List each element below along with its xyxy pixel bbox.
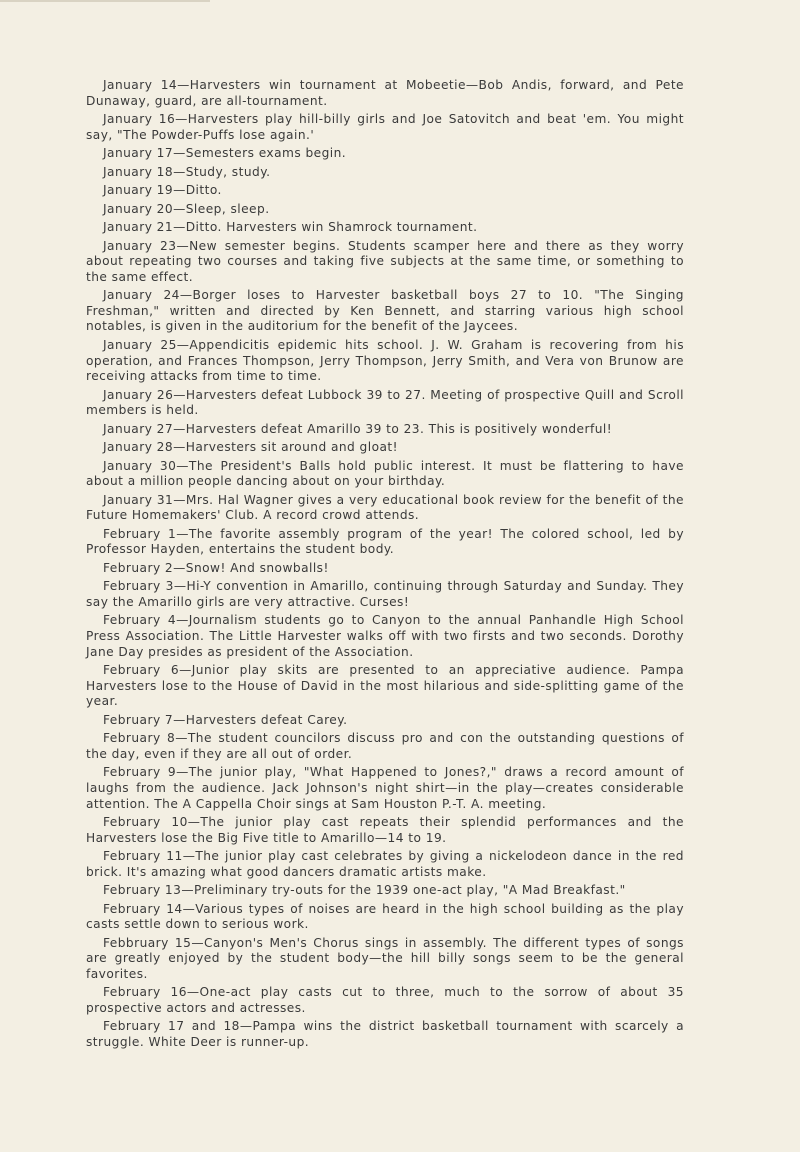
calendar-entry: Febbruary 15—Canyon's Men's Chorus sings in assembly. The different types of songs are greatly enjoyed by the student body—the hill billy songs seem to be the general favorites. <box>86 935 684 981</box>
calendar-entry: February 7—Harvesters defeat Carey. <box>103 712 348 727</box>
calendar-entry: January 24—Borger loses to Harvester basketball boys 27 to 10. "The Singing Freshman," written and directed by Ken Bennett, and starring various high school notables, is given in the auditorium for the benefit of the Jaycees. <box>86 288 684 334</box>
calendar-entry: February 13—Preliminary try-outs for the 1939 one-act play, "A Mad Breakfast." <box>103 883 626 898</box>
calendar-entry: January 27—Harvesters defeat Amarillo 39 to 23. This is positively wonderful! <box>103 421 613 436</box>
calendar-entry: January 18—Study, study. <box>103 164 271 179</box>
calendar-entry: February 2—Snow! And snowballs! <box>103 560 329 575</box>
calendar-entry: January 28—Harvesters sit around and gloat! <box>103 440 398 455</box>
calendar-entry: January 16—Harvesters play hill-billy girls and Joe Satovitch and beat 'em. You might say, "The Powder-Puffs lose again.' <box>86 112 684 142</box>
calendar-text <box>86 78 684 1054</box>
calendar-entry: February 10—The junior play cast repeats their splendid performances and the Harvesters lose the Big Five title to Amarillo—14 to 19. <box>86 815 684 845</box>
calendar-entry: February 6—Junior play skits are presented to an appreciative audience. Pampa Harvesters lose to the House of David in the most hilarious and side-splitting game of the year. <box>86 663 684 709</box>
calendar-entry: January 31—Mrs. Hal Wagner gives a very educational book review for the benefit of the Future Homemakers' Club. A record crowd attends. <box>86 492 684 523</box>
calendar-entry: January 19—Ditto. <box>103 183 222 198</box>
calendar-entry: February 1—The favorite assembly program of the year! The colored school, led by Professor Hayden, entertains the student body. <box>86 526 684 557</box>
calendar-entry: February 14—Various types of noises are heard in the high school building as the play casts settle down to serious work. <box>86 901 684 932</box>
calendar-entry: January 17—Semesters exams begin. <box>103 146 347 161</box>
calendar-entry: February 8—The student councilors discuss pro and con the outstanding questions of the day, even if they are all out of order. <box>86 731 684 761</box>
calendar-entry: February 16—One-act play casts cut to three, much to the sorrow of about 35 prospective actors and actresses. <box>86 985 684 1015</box>
calendar-entry: January 30—The President's Balls hold public interest. It must be flattering to have about a million people dancing about on your birthday. <box>86 458 684 489</box>
calendar-entry: January 26—Harvesters defeat Lubbock 39 to 27. Meeting of prospective Quill and Scroll members is held. <box>86 387 684 418</box>
calendar-entry: January 20—Sleep, sleep. <box>103 201 270 216</box>
calendar-entry: February 3—Hi-Y convention in Amarillo, continuing through Saturday and Sunday. They say the Amarillo girls are very attractive. Curses! <box>86 579 684 609</box>
calendar-entry: January 25—Appendicitis epidemic hits school. J. W. Graham is recovering from his operation, and Frances Thompson, Jerry Thompson, Jerry Smith, and Vera von Brunow are receiving attacks from time to time. <box>86 337 684 384</box>
calendar-entry: January 23—New semester begins. Students scamper here and there as they worry about repeating two courses and taking five subjects at the same time, or something to the same effect. <box>86 238 684 284</box>
calendar-entry: February 17 and 18—Pampa wins the district basketball tournament with scarcely a struggle. White Deer is runner-up. <box>86 1019 684 1050</box>
calendar-entry: February 4—Journalism students go to Canyon to the annual Panhandle High School Press Association. The Little Harvester walks off with two firsts and two seconds. Dorothy Jane Day presides as president of the Association. <box>86 613 684 659</box>
calendar-entry: February 9—The junior play, "What Happened to Jones?," draws a record amount of laughs from the audience. Jack Johnson's night shirt—in the play—creates considerable attention. The A Cappella Choir sings at Sam Houston P.-T. A. meeting. <box>86 765 684 811</box>
calendar-entry: February 11—The junior play cast celebrates by giving a nickelodeon dance in the red brick. It's amazing what good dancers dramatic artists make. <box>86 849 684 879</box>
calendar-entry: January 21—Ditto. Harvesters win Shamrock tournament. <box>103 220 478 235</box>
top-edge-rule <box>0 0 210 2</box>
calendar-entry: January 14—Harvesters win tournament at Mobeetie—Bob Andis, forward, and Pete Dunaway, guard, are all-tournament. <box>86 78 684 108</box>
